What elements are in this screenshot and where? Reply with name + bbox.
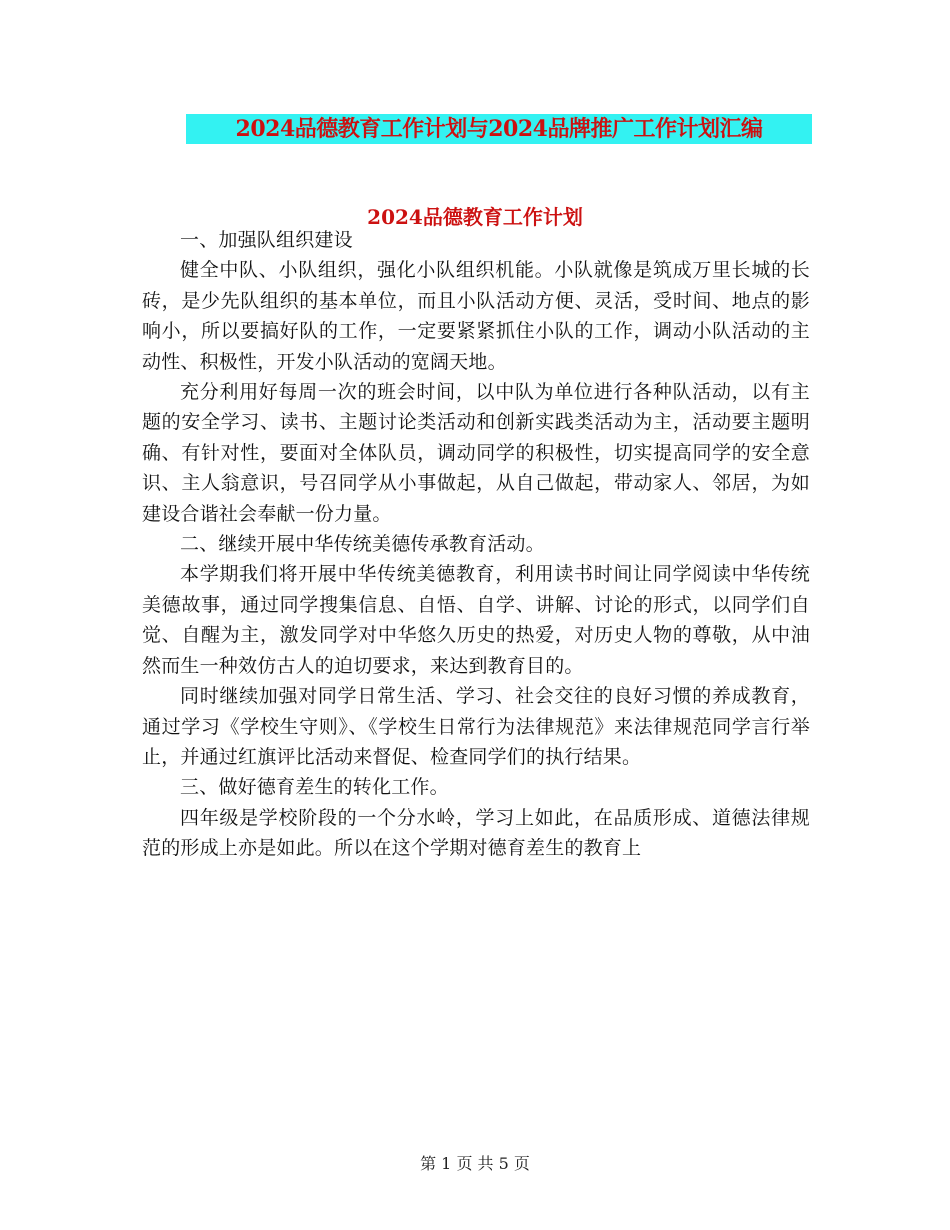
page-footer: 第 1 页 共 5 页 — [420, 1154, 530, 1173]
heading-paragraph-1: 一、加强队组织建设 — [180, 229, 353, 251]
body-paragraph-2: 充分利用好每周一次的班会时间，以中队为单位进行各种队活动，以有主题的安全学习、读书、主题讨论类活动和创新实践类活动为主，活动要主题明确、有针对性，要面对全体队员，调动同学的积极性，切实提高同学的安全意识、主人翁意识，号召同学从小事做起，从自己做起，带动家人、邻居，为如建设合谐社会奉献一份力量。 — [142, 381, 810, 525]
main-title: 2024品德教育工作计划与2024品牌推广工作计划汇编 — [235, 116, 763, 142]
body-paragraph-4: 同时继续加强对同学日常生活、学习、社会交往的良好习惯的养成教育，通过学习《学校生守则》、《学校生日常行为法律规范》来法律规范同学言行举止，并通过红旗评比活动来督促、检查同学们的执行结果。 — [142, 685, 810, 768]
heading-paragraph-3: 三、做好德育差生的转化工作。 — [180, 776, 449, 799]
body-paragraph-1: 健全中队、小队组织，强化小队组织机能。小队就像是筑成万里长城的长砖，是少先队组织的基本单位，而且小队活动方便、灵活，受时间、地点的影响小，所以要搞好队的工作，一定要紧紧抓住小队的工作，调动小队活动的主动性、积极性，开发小队活动的宽阔天地。 — [142, 259, 810, 373]
body-paragraph-5: 四年级是学校阶段的一个分水岭，学习上如此，在品质形成、道德法律规范的形成上亦是如此。所以在这个学期对德育差生的教育上 — [142, 806, 810, 860]
body-text — [142, 225, 810, 864]
main-title-highlight — [186, 114, 812, 144]
heading-paragraph-2: 二、继续开展中华传统美德传承教育活动。 — [180, 533, 545, 556]
body-paragraph-3: 本学期我们将开展中华传统美德教育，利用读书时间让同学阅读中华传统美德故事，通过同学搜集信息、自悟、自学、讲解、讨论的形式，以同学们自觉、自醒为主，激发同学对中华悠久历史的热爱，对历史人物的尊敬，从中油然而生一种效仿古人的迫切要求，来达到教育目的。 — [142, 563, 810, 677]
section-title: 2024品德教育工作计划 — [367, 205, 583, 229]
